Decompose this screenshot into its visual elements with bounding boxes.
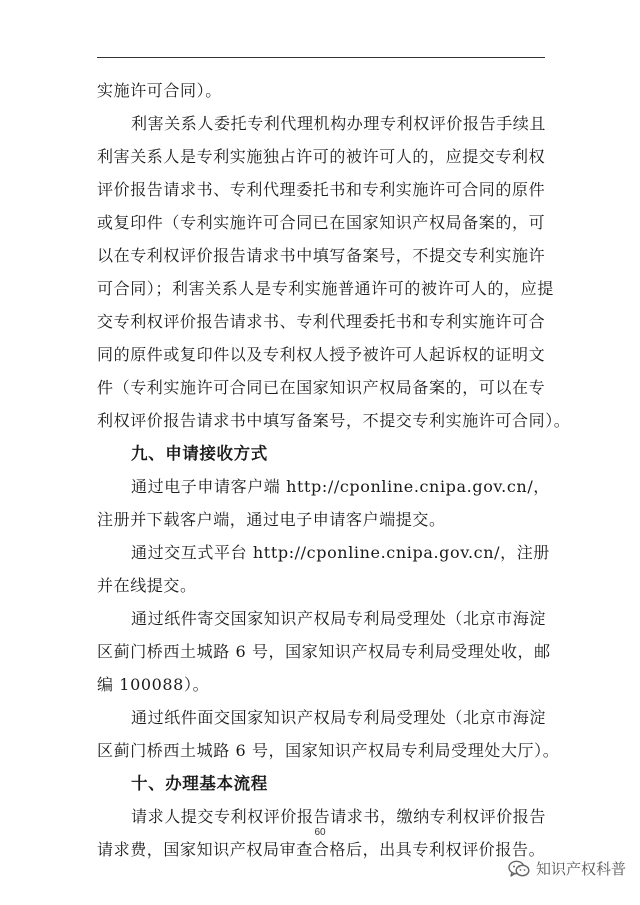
text-line: 利害关系人是专利实施独占许可的被许可人的，应提交专利权 — [97, 147, 546, 166]
document-body — [97, 74, 571, 866]
section-heading: 九、申请接收方式 — [131, 444, 268, 463]
section-heading: 十、办理基本流程 — [131, 774, 268, 793]
text-line: 编 100088）。 — [97, 675, 210, 694]
text-line: 以在专利权评价报告请求书中填写备案号，不提交专利实施许 — [97, 246, 546, 265]
text-line: 通过交互式平台 http://cponline.cnipa.gov.cn/，注册 — [131, 543, 550, 562]
text-line: 件（专利实施许可合同已在国家知识产权局备案的，可以在专 — [97, 378, 546, 397]
text-line: 通过纸件寄交国家知识产权局专利局受理处（北京市海淀 — [131, 609, 547, 628]
text-line: 并在线提交。 — [97, 576, 197, 595]
text-line: 实施许可合同）。 — [97, 81, 222, 100]
header-rule — [97, 57, 545, 58]
watermark-label: 知识产权科普 — [535, 860, 626, 878]
text-line: 或复印件（专利实施许可合同已在国家知识产权局备案的，可 — [97, 213, 546, 232]
text-line: 请求人提交专利权评价报告请求书，缴纳专利权评价报告 — [131, 807, 547, 826]
text-line: 区蓟门桥西土城路 6 号，国家知识产权局专利局受理处收，邮 — [97, 642, 551, 661]
page-number: 60 — [314, 827, 326, 838]
text-line: 同的原件或复印件以及专利权人授予被许可人起诉权的证明文 — [97, 345, 546, 364]
text-line: 通过纸件面交国家知识产权局专利局受理处（北京市海淀 — [131, 708, 547, 727]
text-line: 请求费，国家知识产权局审查合格后，出具专利权评价报告。 — [97, 840, 546, 859]
text-line: 交专利权评价报告请求书、专利代理委托书和专利实施许可合 — [97, 312, 546, 331]
text-line: 利害关系人委托专利代理机构办理专利权评价报告手续且 — [131, 114, 547, 133]
text-line: 评价报告请求书、专利代理委托书和专利实施许可合同的原件 — [97, 180, 546, 199]
text-line: 利权评价报告请求书中填写备案号，不提交专利实施许可合同）。 — [97, 411, 571, 430]
text-line: 区蓟门桥西土城路 6 号，国家知识产权局专利局受理处大厅）。 — [97, 741, 560, 760]
watermark — [508, 858, 626, 879]
text-line: 通过电子申请客户端 http://cponline.cnipa.gov.cn/， — [131, 477, 550, 496]
text-line: 可合同）；利害关系人是专利实施普通许可的被许可人的，应提 — [97, 279, 554, 298]
text-line: 注册并下载客户端，通过电子申请客户端提交。 — [97, 510, 446, 529]
wechat-icon — [508, 860, 530, 878]
